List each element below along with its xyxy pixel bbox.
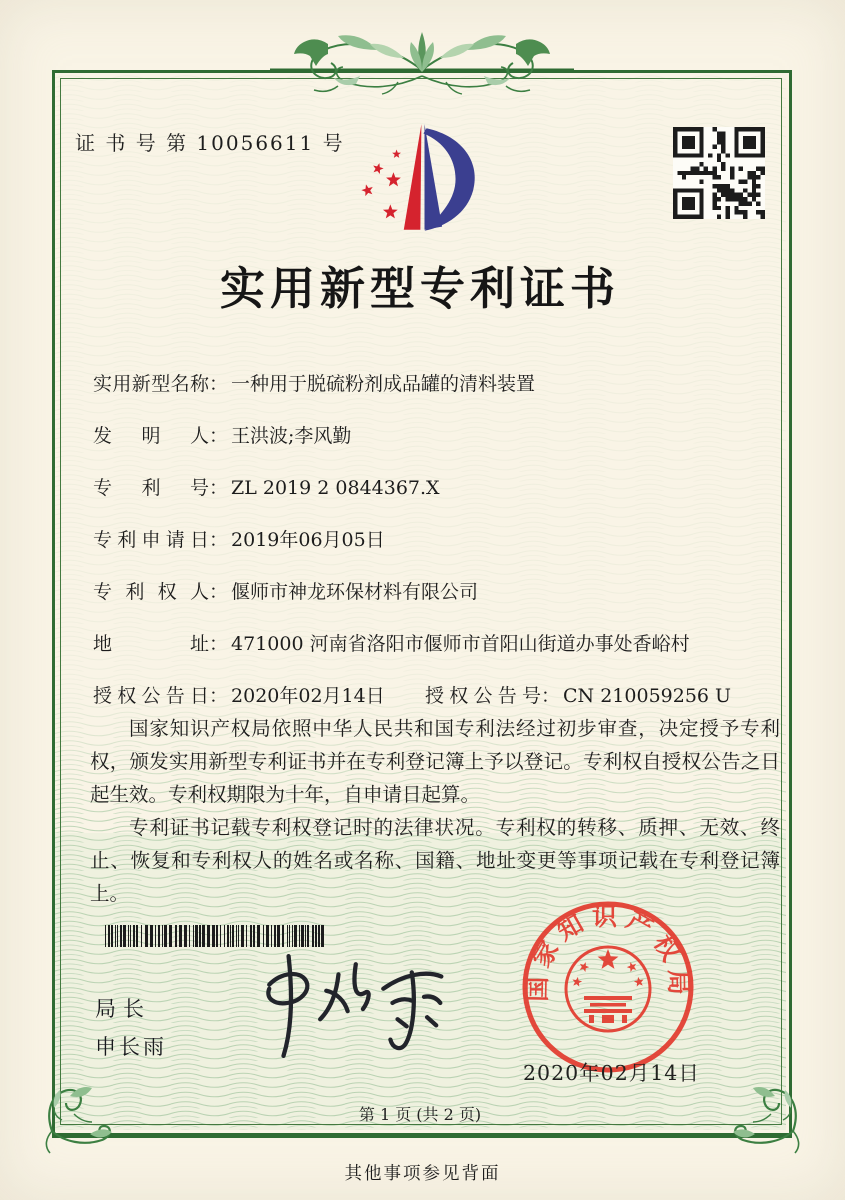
page-number: 第 1 页 (共 2 页) [358,1105,482,1124]
director-name: 申长雨 [95,1035,167,1059]
director-signature [232,950,447,1062]
field-value: 王洪波;李风勤 [231,425,352,447]
field-label: 发明人 [93,425,209,447]
field-row-inventor: 发明人： 王洪波;李风勤 [93,421,351,448]
field-label: 授权公告号 [425,685,541,707]
field-row-invention-name: 实用新型名称： 一种用于脱硫粉剂成品罐的清料装置 [93,369,535,396]
seal-text: 国家知识产权局 [522,902,694,1002]
field-value: 471000 河南省洛阳市偃师市首阳山街道办事处香峪村 [231,633,690,655]
back-side-note: 其他事项参见背面 [344,1164,501,1184]
director-title: 局长 [95,997,151,1021]
field-label: 专利申请日 [93,529,209,551]
field-row-address: 地址： 471000 河南省洛阳市偃师市首阳山街道办事处香峪村 [93,629,690,656]
cnipa-patent-logo-icon [352,120,497,238]
field-row-patent-number: 专利号： ZL 2019 2 0844367.X [93,473,440,500]
legal-paragraph-1: 国家知识产权局依照中华人民共和国专利法经过初步审查，决定授予专利权，颁发实用新型专利证书并在专利登记簿上予以登记。专利权自授权公告之日起生效。专利权期限为十年，自申请日起算。 [90,717,780,806]
field-row-filing-date: 专利申请日： 2019年06月05日 [93,525,385,552]
field-label: 专利号 [93,477,209,499]
qr-code-icon [673,127,765,219]
field-value: 一种用于脱硫粉剂成品罐的清料装置 [231,373,536,395]
field-label: 专利权人 [93,581,209,603]
legal-text [90,712,780,910]
field-label: 授权公告日 [93,685,209,707]
field-value: CN 210059256 U [563,685,732,707]
dragon-scroll-ornament-icon [270,26,574,104]
field-label: 地址 [93,633,209,655]
field-value: ZL 2019 2 0844367.X [231,477,440,499]
field-row-grant: 授权公告日： 2020年02月14日 授权公告号： CN 210059256 U [93,681,385,708]
field-value: 偃师市神龙环保材料有限公司 [231,581,479,603]
certificate-title: 实用新型专利证书 [219,262,620,315]
national-emblem-icon [566,947,650,1031]
certificate-number: 证 书 号 第 10056611 号 [75,131,345,155]
field-value: 2020年02月14日 [231,685,385,707]
legal-paragraph-2: 专利证书记载专利权登记时的法律状况。专利权的转移、质押、无效、终止、恢复和专利权人的姓名或名称、国籍、地址变更等事项记载在专利登记簿上。 [90,816,780,905]
field-grant-number: 授权公告号： CN 210059256 U [425,681,731,708]
field-label: 实用新型名称 [93,373,209,395]
seal-date: 2020年02月14日 [523,1061,700,1085]
cnipa-seal [520,899,696,1075]
field-row-patentee: 专利权人： 偃师市神龙环保材料有限公司 [93,577,478,604]
field-value: 2019年06月05日 [231,529,385,551]
barcode-icon [105,925,325,947]
